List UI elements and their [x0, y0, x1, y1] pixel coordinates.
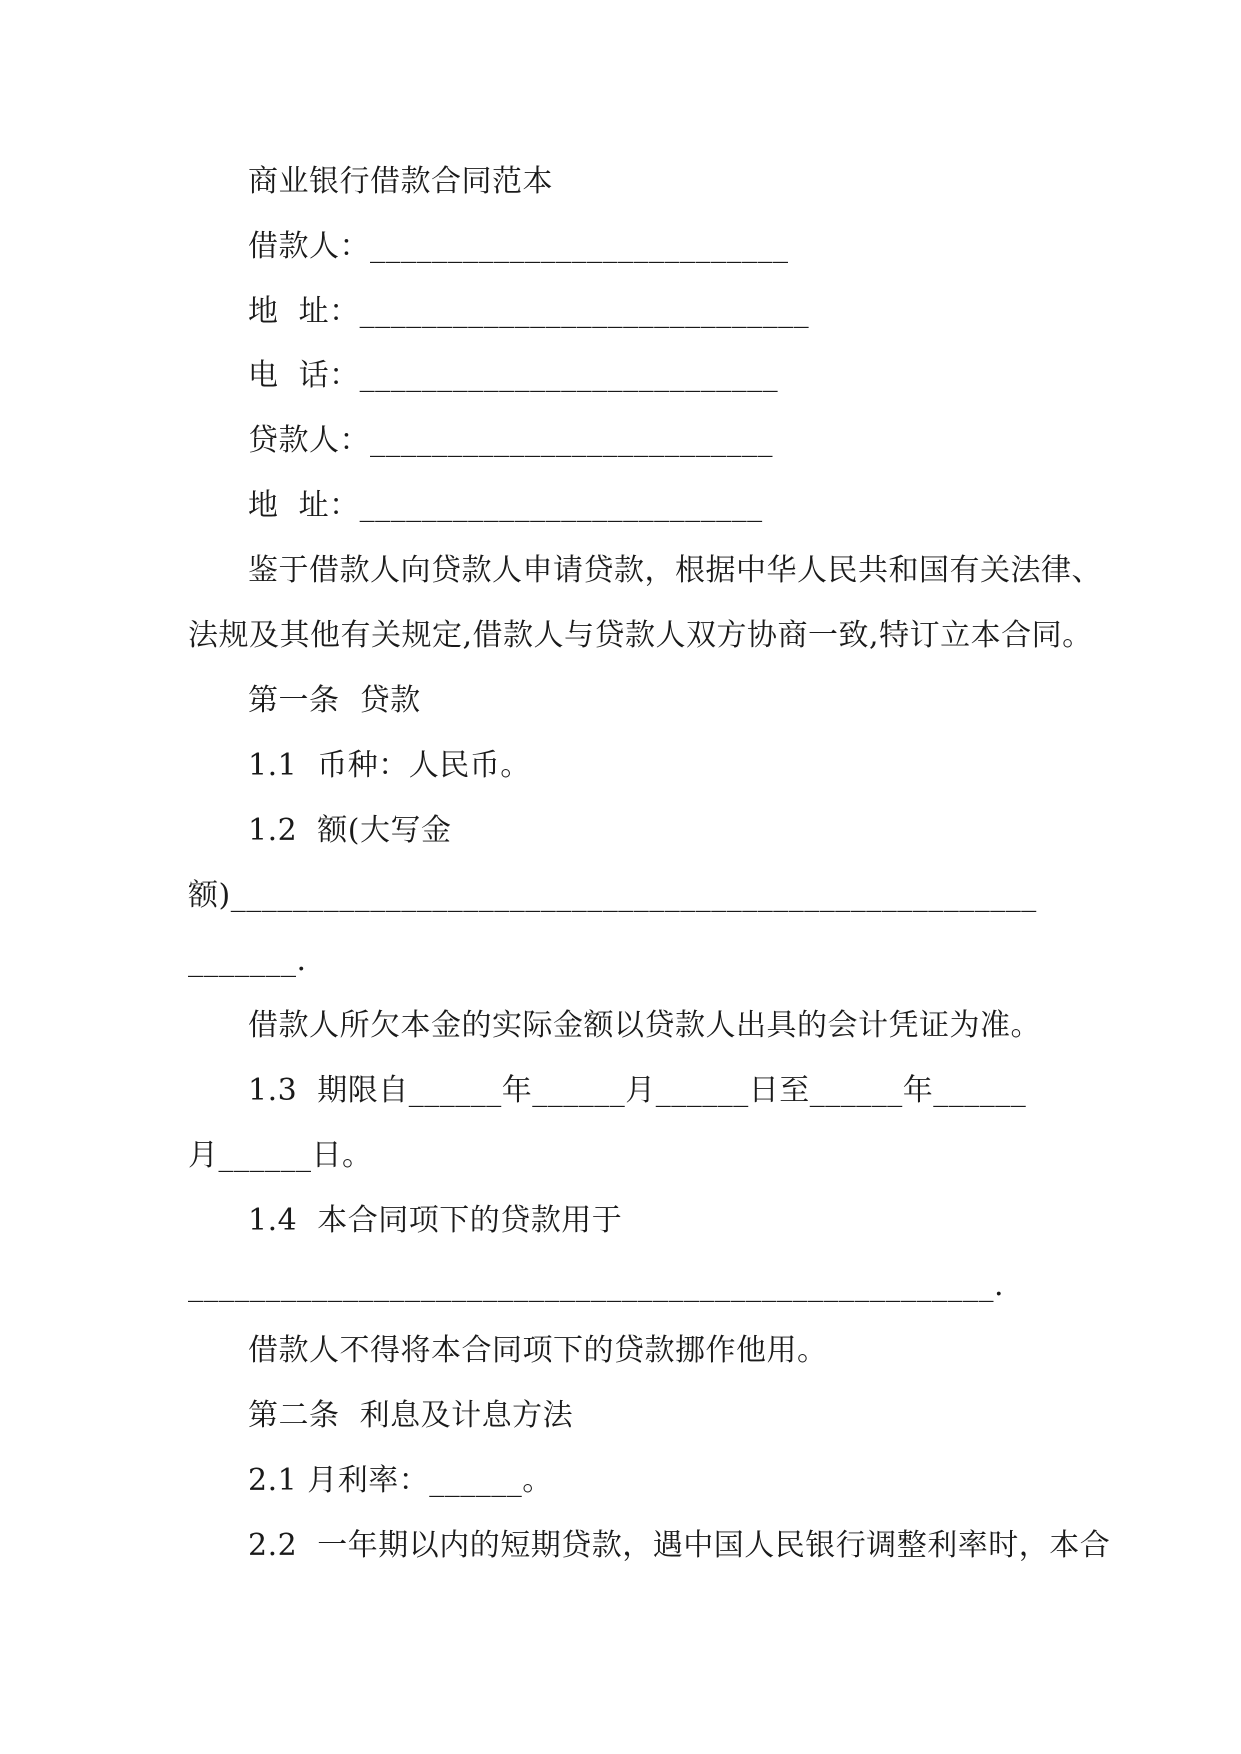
- clause-2-1: 2.1 月利率：______。: [248, 1463, 553, 1498]
- article-1-heading: 第一条 贷款: [248, 683, 421, 718]
- clause-1-3: 1.3 期限自______年______月______日至______年______: [248, 1073, 1027, 1108]
- preamble-paragraph-line-2: 法规及其他有关规定,借款人与贷款人双方协商一致,特订立本合同。: [188, 618, 1093, 653]
- clause-1-2-amount-line-end: _______.: [188, 943, 307, 978]
- clause-1-4: 1.4 本合同项下的贷款用于: [248, 1203, 623, 1238]
- clause-1-3-continued: 月______日。: [188, 1138, 373, 1173]
- lender-line: 贷款人：__________________________: [248, 423, 773, 458]
- clause-1-2: 1.2 额(大写金: [248, 813, 452, 848]
- borrower-phone-line: 电 话：___________________________: [248, 358, 779, 393]
- clause-2-2: 2.2 一年期以内的短期贷款，遇中国人民银行调整利率时，本合: [248, 1528, 1111, 1563]
- usage-restriction: 借款人不得将本合同项下的贷款挪作他用。: [248, 1333, 828, 1368]
- preamble-paragraph-line-1: 鉴于借款人向贷款人申请贷款，根据中华人民共和国有关法律、: [248, 553, 1102, 588]
- clause-1-1: 1.1 币种：人民币。: [248, 748, 531, 783]
- article-2-heading: 第二条 利息及计息方法: [248, 1398, 574, 1433]
- borrower-line: 借款人：___________________________: [248, 229, 789, 264]
- clause-1-4-purpose-line: ____________________________________________________.: [188, 1268, 1005, 1303]
- borrower-address-line: 地 址：_____________________________: [248, 294, 810, 329]
- principal-note: 借款人所欠本金的实际金额以贷款人出具的会计凭证为准。: [248, 1008, 1041, 1043]
- lender-address-line: 地 址：__________________________: [248, 488, 763, 523]
- clause-1-2-amount-line: 额)____________________________________________________: [188, 878, 1037, 913]
- document-title: 商业银行借款合同范本: [248, 164, 553, 199]
